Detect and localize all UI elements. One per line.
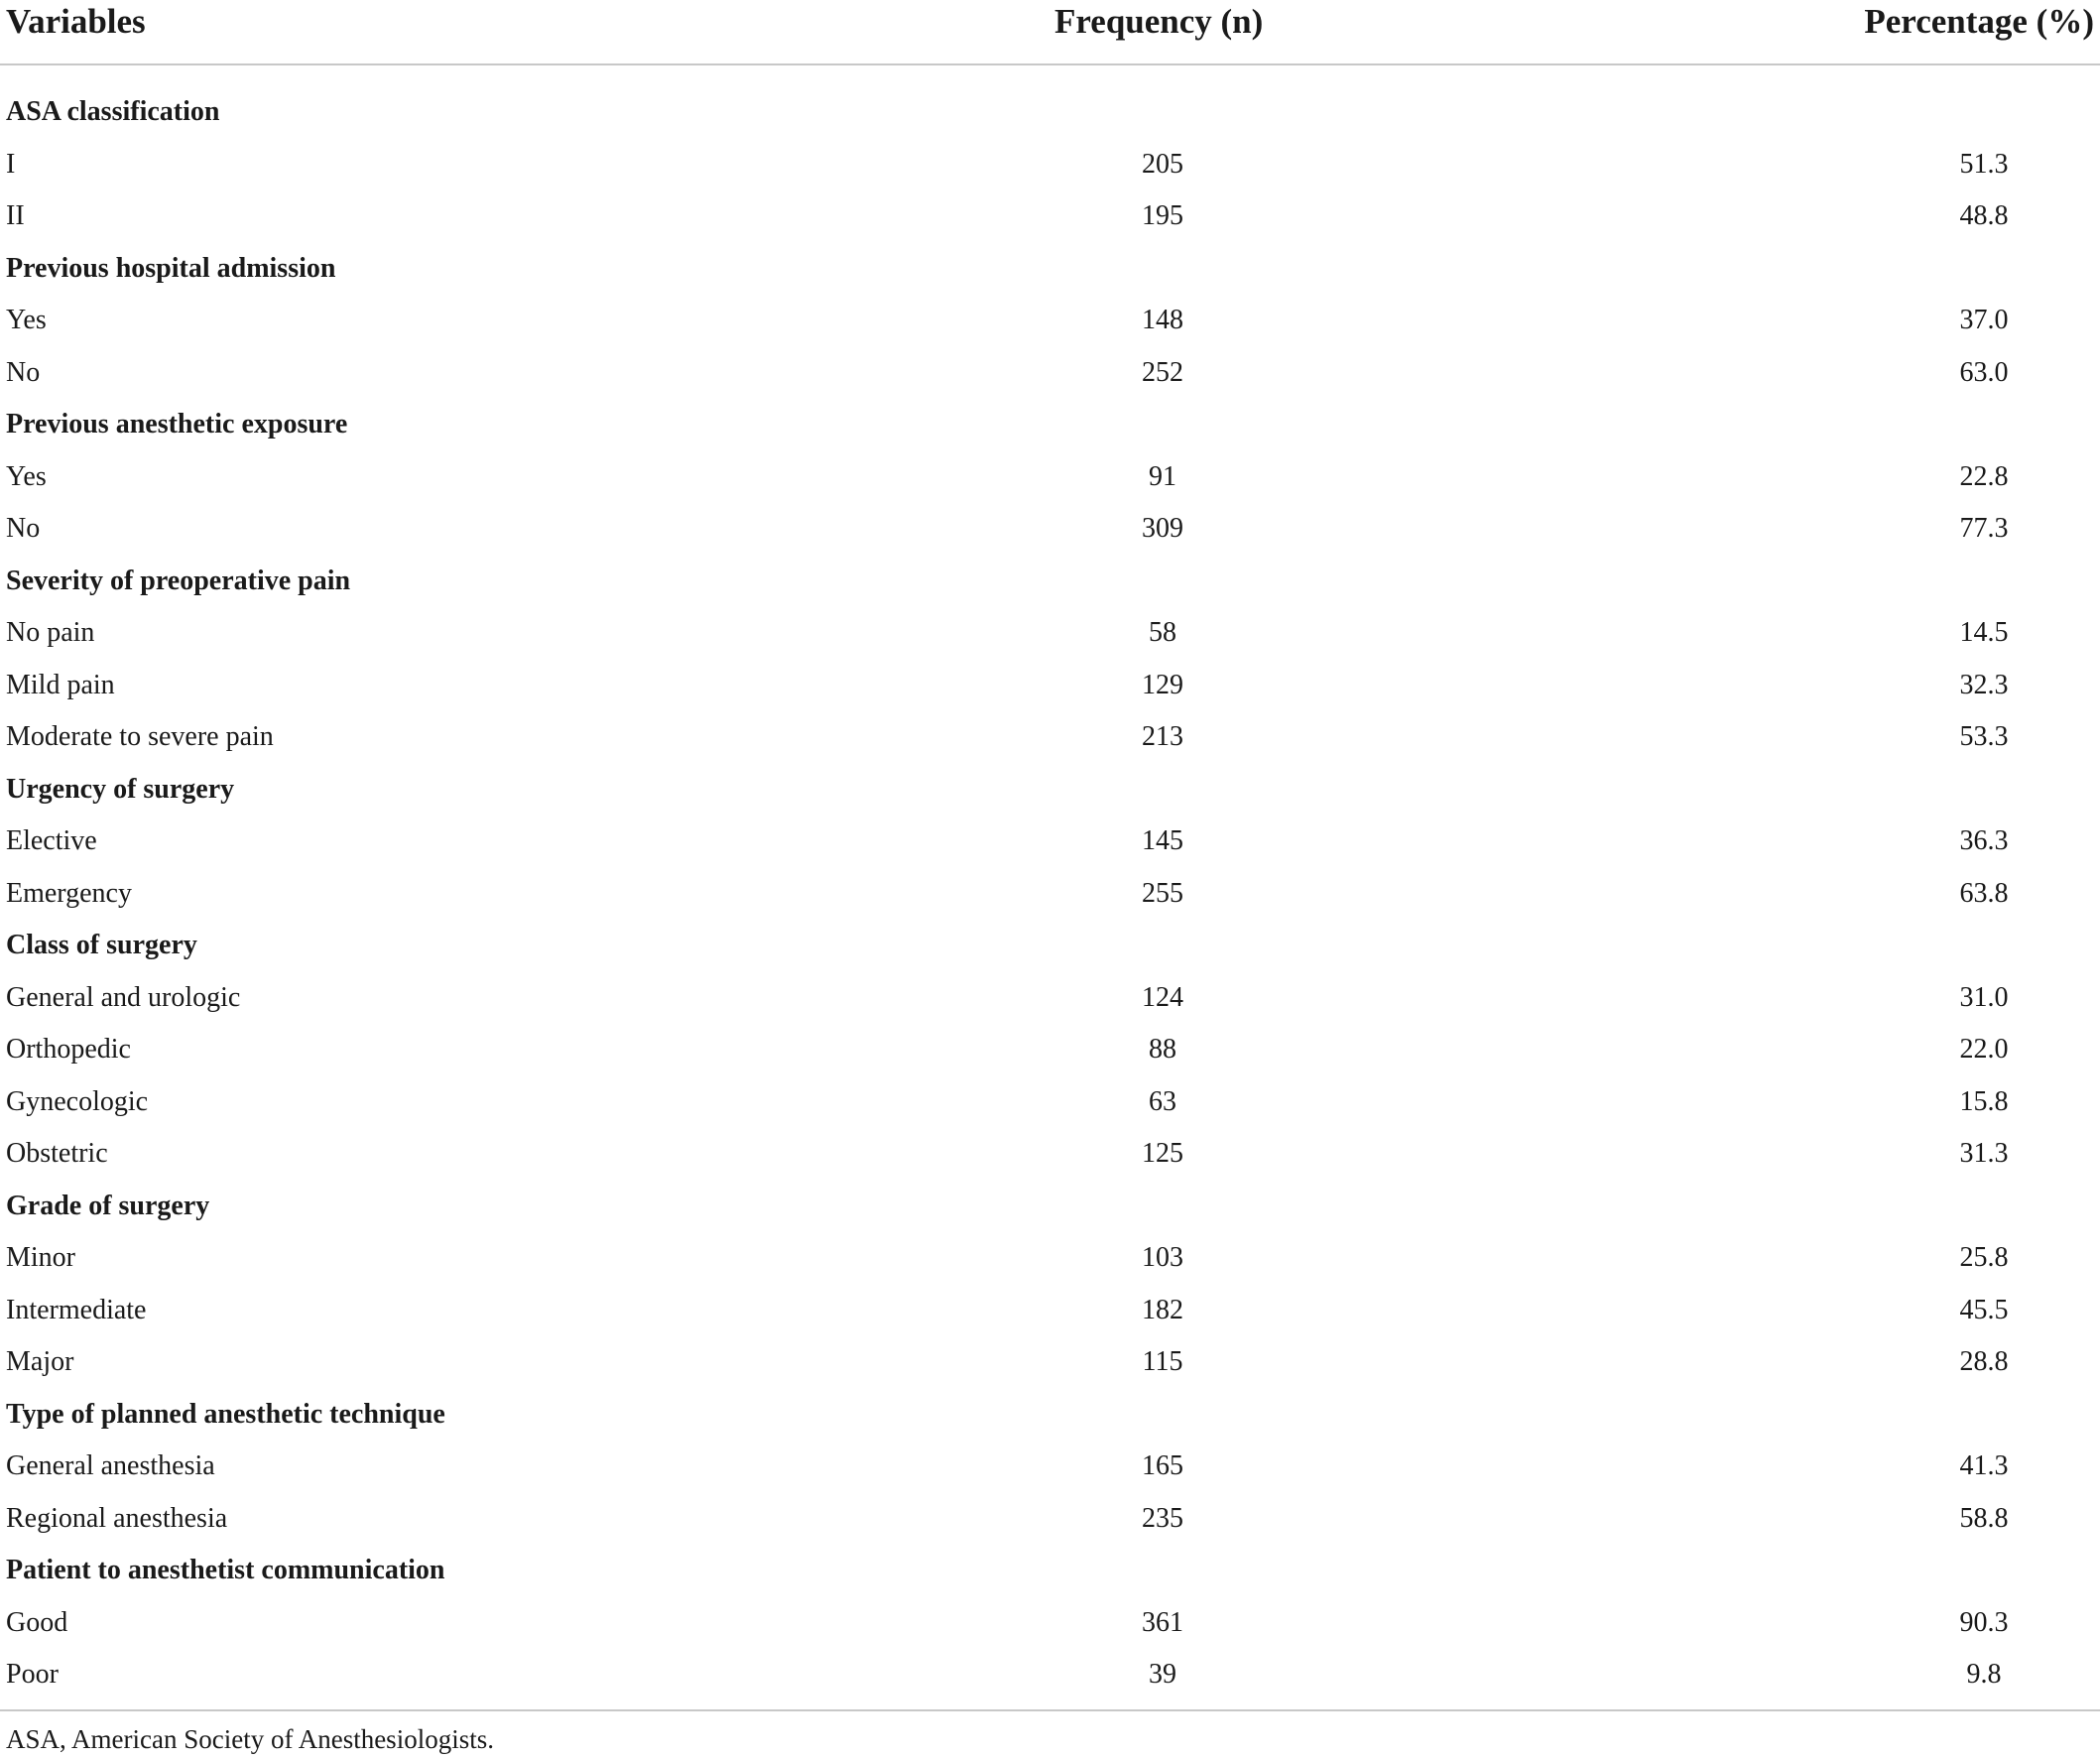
percentage-cell: 31.3: [1959, 1138, 2009, 1169]
group-label: Previous anesthetic exposure: [6, 409, 348, 440]
frequency-cell: 165: [1142, 1450, 1183, 1481]
table-group-row: [0, 556, 2100, 608]
row-label: Obstetric: [6, 1138, 108, 1169]
table-row: [0, 1493, 2100, 1546]
row-label: Orthopedic: [6, 1034, 131, 1065]
frequency-cell: 213: [1142, 721, 1183, 752]
header-variables: Variables: [6, 2, 146, 41]
group-label: Severity of preoperative pain: [6, 565, 351, 596]
table-group-row: [0, 764, 2100, 817]
table-group-row: [0, 86, 2100, 139]
table-row: [0, 1285, 2100, 1337]
table-row: [0, 711, 2100, 764]
row-label: II: [6, 200, 25, 231]
percentage-cell: 15.8: [1959, 1085, 2009, 1117]
percentage-cell: 58.8: [1959, 1502, 2009, 1534]
row-label: Intermediate: [6, 1294, 147, 1325]
percentage-cell: 45.5: [1959, 1294, 2009, 1325]
group-label: Urgency of surgery: [6, 773, 235, 805]
frequency-cell: 309: [1142, 513, 1183, 544]
table-row: [0, 347, 2100, 400]
table-row: [0, 1336, 2100, 1389]
percentage-cell: 48.8: [1959, 200, 2009, 231]
table-group-row: [0, 1389, 2100, 1442]
frequency-cell: 252: [1142, 356, 1183, 388]
row-label: Yes: [6, 305, 47, 335]
table-row: [0, 660, 2100, 712]
frequency-cell: 63: [1149, 1085, 1176, 1117]
row-label: Regional anesthesia: [6, 1502, 228, 1534]
table-row: [0, 139, 2100, 191]
row-label: No: [6, 356, 41, 388]
frequency-cell: 145: [1142, 825, 1183, 856]
table-row: [0, 1649, 2100, 1701]
group-label: Class of surgery: [6, 930, 197, 960]
percentage-cell: 77.3: [1959, 513, 2009, 544]
percentage-cell: 90.3: [1959, 1606, 2009, 1638]
header-percentage: Percentage (%): [1864, 2, 2094, 41]
table-row: [0, 451, 2100, 504]
frequency-cell: 115: [1142, 1346, 1183, 1377]
row-label: Moderate to severe pain: [6, 721, 274, 752]
table-group-row: [0, 1181, 2100, 1233]
row-label: Gynecologic: [6, 1085, 149, 1117]
percentage-cell: 63.0: [1959, 356, 2009, 388]
frequency-cell: 39: [1149, 1659, 1176, 1690]
header-frequency: Frequency (n): [1054, 2, 1264, 41]
percentage-cell: 36.3: [1959, 825, 2009, 856]
frequency-cell: 125: [1142, 1138, 1183, 1169]
frequency-cell: 205: [1142, 148, 1183, 180]
frequency-cell: 91: [1149, 460, 1176, 492]
row-label: Mild pain: [6, 669, 115, 700]
group-label: Previous hospital admission: [6, 252, 336, 284]
row-label: No: [6, 513, 41, 544]
percentage-cell: 9.8: [1966, 1659, 2002, 1690]
frequency-cell: 124: [1142, 981, 1183, 1013]
percentage-cell: 14.5: [1959, 617, 2009, 648]
percentage-cell: 32.3: [1959, 669, 2009, 700]
frequency-cell: 103: [1142, 1242, 1183, 1273]
percentage-cell: 31.0: [1959, 981, 2009, 1013]
table-group-row: [0, 243, 2100, 296]
table-row: [0, 503, 2100, 556]
row-label: Elective: [6, 825, 97, 856]
frequency-cell: 255: [1142, 877, 1183, 909]
table-row: [0, 1597, 2100, 1650]
table-row: [0, 1128, 2100, 1181]
table-row: [0, 1024, 2100, 1076]
row-label: Yes: [6, 460, 47, 492]
percentage-cell: 22.8: [1959, 460, 2009, 492]
row-label: Emergency: [6, 877, 132, 909]
percentage-cell: 63.8: [1959, 877, 2009, 909]
table-row: [0, 1076, 2100, 1129]
row-label: I: [6, 148, 16, 180]
percentage-cell: 28.8: [1959, 1346, 2009, 1377]
table-row: [0, 1441, 2100, 1493]
frequency-cell: 148: [1142, 305, 1183, 335]
percentage-cell: 51.3: [1959, 148, 2009, 180]
percentage-cell: 22.0: [1959, 1034, 2009, 1065]
group-label: Patient to anesthetist communication: [6, 1555, 445, 1585]
row-label: Good: [6, 1606, 68, 1638]
row-label: Poor: [6, 1659, 59, 1690]
percentage-cell: 53.3: [1959, 721, 2009, 752]
frequency-cell: 195: [1142, 200, 1183, 231]
row-label: Major: [6, 1346, 74, 1377]
percentage-cell: 25.8: [1959, 1242, 2009, 1273]
table-header-row: [0, 0, 2100, 65]
percentage-cell: 41.3: [1959, 1450, 2009, 1481]
data-table: [0, 0, 2100, 65]
row-label: General and urologic: [6, 981, 241, 1013]
table-body: [0, 86, 2100, 1701]
table-row: [0, 868, 2100, 921]
table-group-row: [0, 1545, 2100, 1597]
frequency-cell: 361: [1142, 1606, 1183, 1638]
group-label: Grade of surgery: [6, 1190, 210, 1221]
frequency-cell: 235: [1142, 1502, 1183, 1534]
frequency-cell: 88: [1149, 1034, 1176, 1065]
table-footnote: ASA, American Society of Anesthesiologists.: [6, 1724, 494, 1754]
row-label: No pain: [6, 617, 95, 648]
table-row: [0, 295, 2100, 347]
frequency-cell: 129: [1142, 669, 1183, 700]
table-group-row: [0, 399, 2100, 451]
row-label: Minor: [6, 1242, 75, 1273]
table-row: [0, 972, 2100, 1025]
table-row: [0, 607, 2100, 660]
table-group-row: [0, 920, 2100, 972]
frequency-cell: 58: [1149, 617, 1176, 648]
table-row: [0, 190, 2100, 243]
table-row: [0, 1232, 2100, 1285]
table-row: [0, 816, 2100, 868]
percentage-cell: 37.0: [1959, 305, 2009, 335]
table-bottom-rule: [0, 1709, 2100, 1711]
frequency-cell: 182: [1142, 1294, 1183, 1325]
group-label: Type of planned anesthetic technique: [6, 1398, 445, 1430]
row-label: General anesthesia: [6, 1450, 215, 1481]
group-label: ASA classification: [6, 96, 220, 127]
